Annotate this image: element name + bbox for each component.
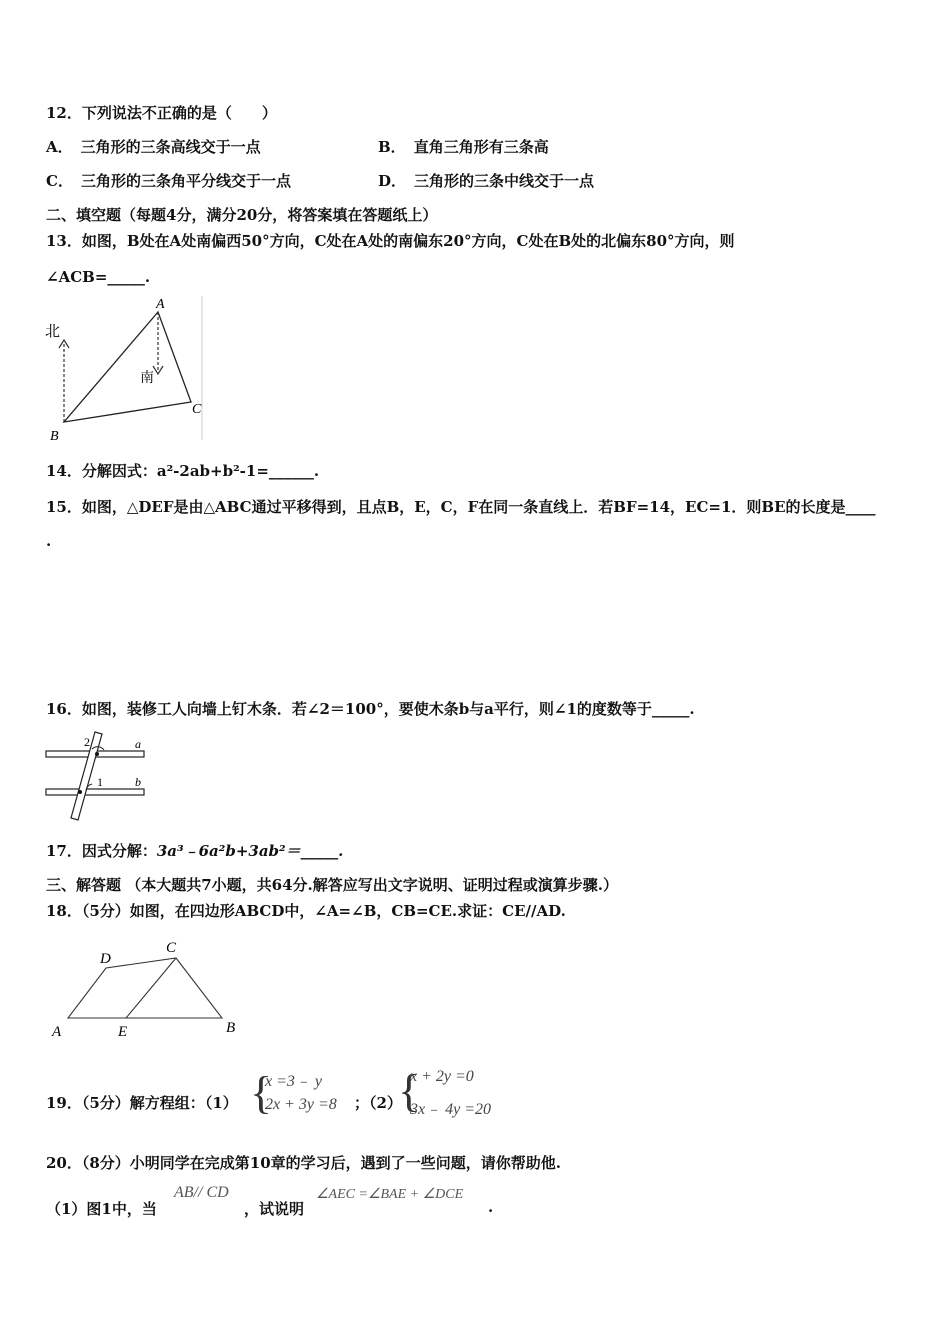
system1-brace: { bbox=[250, 1067, 273, 1118]
q19-line bbox=[46, 1092, 238, 1113]
quadrilateral-abcd bbox=[68, 958, 222, 1018]
segment-ce bbox=[126, 958, 176, 1018]
vertex-b-label: B bbox=[50, 429, 59, 444]
option-text: 三角形的三条中线交于一点 bbox=[414, 172, 595, 190]
q12-option-c bbox=[46, 170, 291, 191]
option-text: 三角形的三条高线交于一点 bbox=[80, 138, 261, 156]
q12-option-a bbox=[46, 136, 261, 157]
q15-end: . bbox=[46, 532, 52, 550]
q19-part2-label: （2） bbox=[369, 1094, 402, 1112]
q20-part1-b: ，试说明 bbox=[244, 1200, 305, 1218]
q20-stem: 20．（8分）小明同学在完成第10章的学习后，遇到了一些问题，请你帮助他. bbox=[46, 1154, 561, 1172]
system1-eq1: x =3﹣ y bbox=[265, 1073, 323, 1090]
point-b-label: B bbox=[226, 1020, 236, 1036]
angle-1-label: 1 bbox=[97, 775, 103, 789]
point-e-label: E bbox=[118, 1024, 128, 1040]
q13-figure bbox=[40, 292, 206, 444]
board-b bbox=[46, 789, 144, 795]
q13-answer-line: ∠ACB=_____. bbox=[46, 268, 151, 286]
line-b-label: b bbox=[135, 775, 141, 789]
q19-prefix: 19．（5分）解方程组： bbox=[46, 1094, 205, 1112]
vertex-c-label: C bbox=[192, 402, 202, 417]
south-label: 南 bbox=[140, 371, 154, 386]
option-label: B． bbox=[378, 138, 406, 156]
q14 bbox=[46, 460, 319, 481]
q20-claim: ∠AEC =∠BAE + ∠DCE bbox=[316, 1187, 464, 1202]
q16-figure bbox=[42, 728, 152, 822]
section2-heading: 二、填空题（每题4分，满分20分，将答案填在答题纸上） bbox=[46, 206, 438, 224]
q19-part1-label: （1） bbox=[204, 1094, 238, 1112]
point-c-label: C bbox=[166, 940, 177, 956]
option-text: 三角形的三条角平分线交于一点 bbox=[80, 172, 291, 190]
point-a-label: A bbox=[52, 1024, 62, 1040]
q12-stem: 12．下列说法不正确的是（ ） bbox=[46, 104, 277, 122]
system1-eq2: 2x + 3y =8 bbox=[265, 1096, 337, 1113]
q18-figure bbox=[44, 934, 244, 1042]
triangle-abc bbox=[64, 312, 191, 422]
q20-part1-a: （1）图1中，当 bbox=[46, 1200, 157, 1218]
point-d-label: D bbox=[100, 951, 111, 967]
option-label: D． bbox=[378, 172, 407, 190]
q15-stem: 15．如图，△DEF是由△ABC通过平移得到，且点B，E，C，F在同一条直线上．若BF=14，EC=1．则BE的长度是____ bbox=[46, 498, 876, 516]
q14-prefix: 14．分解因式： bbox=[46, 462, 157, 480]
q17-expression: 3a³﹣6a²b+3ab²＝_____. bbox=[156, 842, 344, 860]
q17-prefix: 17．因式分解： bbox=[46, 842, 157, 860]
q16-stem: 16．如图，装修工人向墙上钉木条．若∠2＝100°，要使木条b与a平行，则∠1的度数等于_____. bbox=[46, 700, 695, 718]
option-text: 直角三角形有三条高 bbox=[413, 138, 549, 156]
system2-eq1: x + 2y =0 bbox=[410, 1068, 474, 1085]
q13-stem: 13．如图，B处在A处南偏西50°方向，C处在A处的南偏东20°方向，C处在B处的北偏东80°方向，则 bbox=[46, 232, 735, 250]
q20-end: . bbox=[488, 1198, 494, 1216]
system2-eq2: 3x﹣ 4y =20 bbox=[410, 1101, 492, 1118]
option-label: C． bbox=[46, 172, 73, 190]
nail-icon bbox=[78, 790, 82, 794]
q14-expression: a²-2ab+b²-1=______. bbox=[156, 462, 320, 480]
q19-separator: ； bbox=[354, 1094, 370, 1112]
angle-2-label: 2 bbox=[84, 735, 90, 749]
vertex-a-label: A bbox=[156, 297, 165, 312]
q18-stem: 18．（5分）如图，在四边形ABCD中，∠A=∠B，CB=CE.求证：CE//AD. bbox=[46, 902, 566, 920]
line-a-label: a bbox=[135, 737, 141, 751]
q19-sep-part2 bbox=[354, 1092, 402, 1113]
q17 bbox=[46, 840, 343, 861]
q12-option-b bbox=[378, 136, 549, 157]
q20-condition: AB// CD bbox=[174, 1184, 229, 1201]
q12-option-d bbox=[378, 170, 594, 191]
section3-heading: 三、解答题 （本大题共7小题，共64分.解答应写出文字说明、证明过程或演算步骤.） bbox=[46, 876, 618, 894]
option-label: A． bbox=[46, 138, 73, 156]
north-label: 北 bbox=[45, 324, 61, 340]
system2-brace: { bbox=[398, 1065, 421, 1116]
nail-icon bbox=[95, 752, 99, 756]
